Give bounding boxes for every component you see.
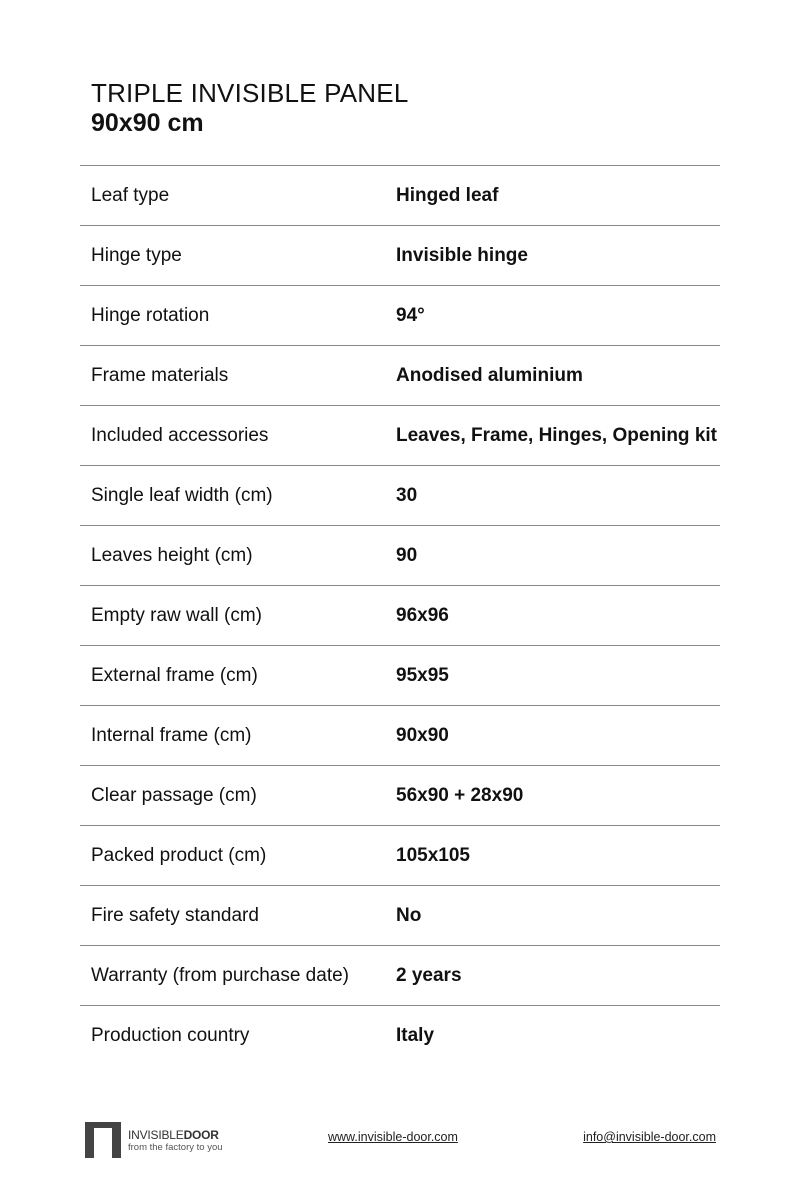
spec-value: 105x105 — [396, 844, 470, 866]
spec-value: 96x96 — [396, 604, 449, 626]
spec-label: Production country — [91, 1025, 250, 1046]
spec-label: Internal frame (cm) — [91, 724, 252, 746]
footer — [0, 1118, 800, 1168]
spec-row — [80, 586, 720, 646]
product-name: TRIPLE INVISIBLE PANEL — [91, 78, 409, 108]
spec-value: 2 years — [396, 964, 462, 986]
spec-label: Single leaf width (cm) — [91, 484, 273, 506]
spec-value: 90 — [396, 544, 418, 566]
spec-row — [80, 946, 720, 1006]
website-link[interactable]: www.invisible-door.com — [328, 1130, 458, 1144]
spec-label: External frame (cm) — [91, 664, 258, 686]
spec-label: Leaf type — [91, 184, 170, 206]
spec-row — [80, 406, 720, 466]
spec-value: Italy — [396, 1025, 435, 1046]
spec-label: Fire safety standard — [91, 904, 259, 926]
spec-value: Anodised aluminium — [396, 364, 583, 386]
spec-value: Hinged leaf — [396, 184, 499, 206]
spec-row — [80, 226, 720, 286]
spec-label: Empty raw wall (cm) — [91, 604, 263, 626]
spec-value: Leaves, Frame, Hinges, Opening kit — [396, 424, 717, 446]
spec-label: Packed product (cm) — [91, 844, 267, 866]
spec-value: 56x90 + 28x90 — [396, 784, 524, 806]
spec-value: Invisible hinge — [396, 244, 528, 266]
spec-label: Hinge type — [91, 244, 182, 266]
spec-table — [80, 165, 720, 1066]
email-link[interactable]: info@invisible-door.com — [583, 1130, 716, 1144]
spec-row — [80, 1006, 720, 1066]
spec-value: 94° — [396, 304, 425, 326]
logo-text — [128, 1129, 223, 1154]
spec-label: Warranty (from purchase date) — [91, 964, 349, 986]
spec-label: Included accessories — [91, 424, 269, 446]
spec-row — [80, 166, 720, 226]
spec-value: 30 — [396, 484, 418, 506]
spec-row — [80, 646, 720, 706]
spec-value: 90x90 — [396, 724, 449, 746]
spec-label: Leaves height (cm) — [91, 544, 253, 566]
page-title — [91, 78, 408, 138]
logo-wordmark: INVISIBLEDOOR — [128, 1128, 219, 1142]
spec-label: Hinge rotation — [91, 304, 210, 326]
spec-row — [80, 526, 720, 586]
spec-row — [80, 466, 720, 526]
spec-row — [80, 346, 720, 406]
logo-tagline: from the factory to you — [128, 1142, 223, 1153]
spec-row — [80, 766, 720, 826]
spec-row — [80, 286, 720, 346]
spec-value: 95x95 — [396, 664, 449, 686]
brand-logo[interactable] — [83, 1120, 223, 1160]
spec-label: Frame materials — [91, 364, 229, 386]
spec-row — [80, 706, 720, 766]
spec-label: Clear passage (cm) — [91, 784, 257, 806]
spec-value: No — [396, 904, 422, 926]
spec-row — [80, 886, 720, 946]
door-logo-icon — [83, 1120, 123, 1160]
spec-row — [80, 826, 720, 886]
product-size: 90x90 cm — [91, 109, 204, 137]
